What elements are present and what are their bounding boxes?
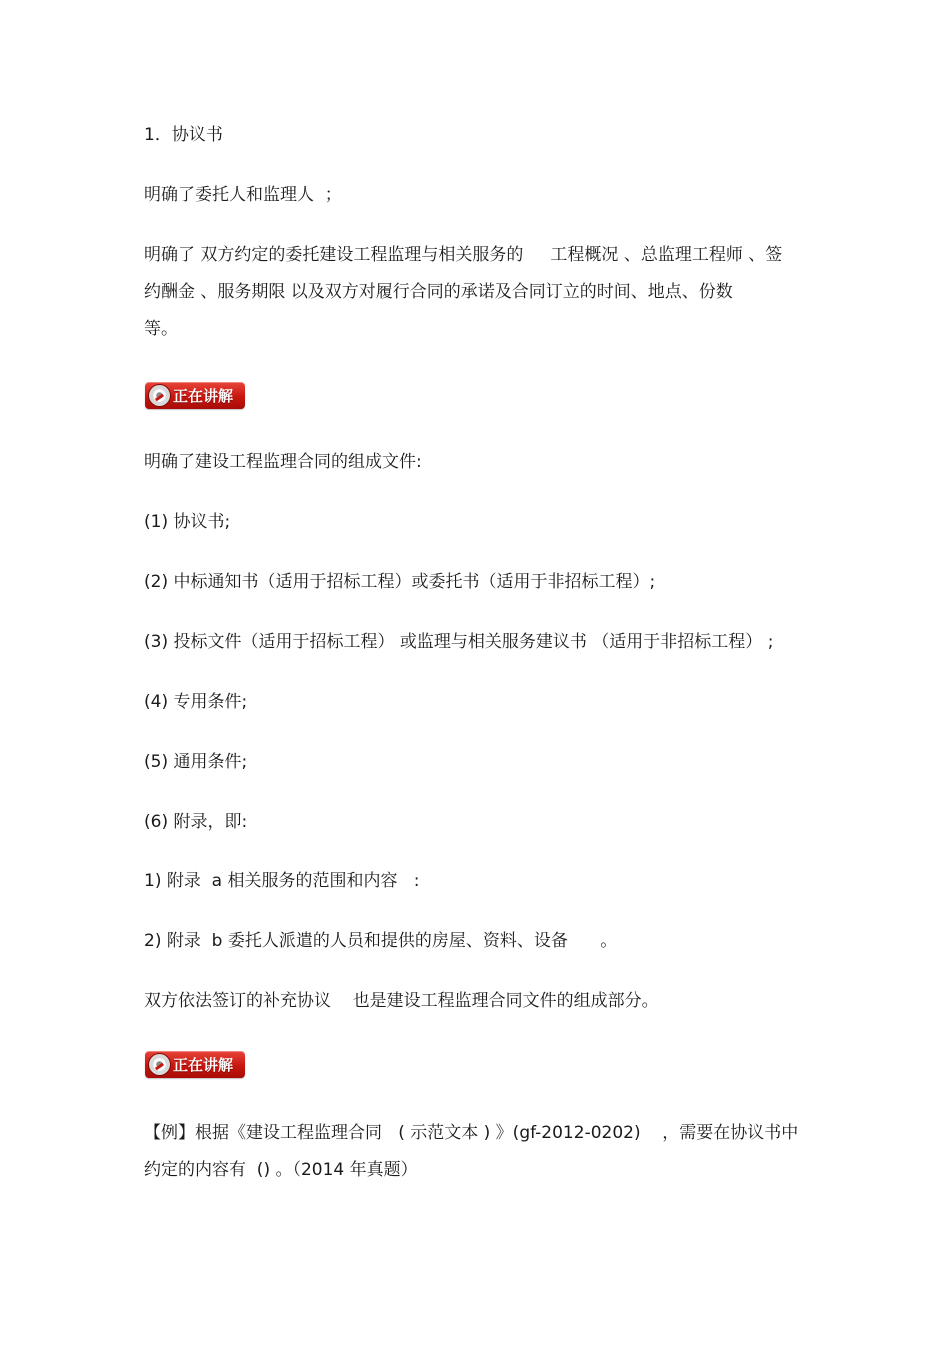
badge-label: 正在讲解: [173, 387, 234, 405]
now-explaining-badge-2[interactable]: [145, 1051, 245, 1078]
cd-disc-icon: [149, 1054, 170, 1075]
now-explaining-badge[interactable]: [145, 382, 245, 409]
composition-item-6: (6) 附录，即:: [144, 812, 248, 832]
appendix-a-item: 1) 附录 a 相关服务的范围和内容 :: [144, 871, 420, 891]
agreement-content-line-3: 等。: [144, 319, 178, 339]
composition-item-2: (2) 中标通知书（适用于招标工程）或委托书（适用于非招标工程）;: [144, 572, 656, 592]
cd-disc-icon: [149, 385, 170, 406]
supplement-note: 双方依法签订的补充协议 也是建设工程监理合同文件的组成部分。: [144, 991, 659, 1011]
agreement-content-line-2: 约酬金 、服务期限 以及双方对履行合同的承诺及合同订立的时间、地点、份数: [144, 282, 733, 302]
badge-label: 正在讲解: [173, 1056, 234, 1074]
composition-intro: 明确了建设工程监理合同的组成文件:: [144, 452, 422, 472]
appendix-b-item: 2) 附录 b 委托人派遣的人员和提供的房屋、资料、设备 。: [144, 931, 618, 951]
parties-paragraph: 明确了委托人和监理人 ；: [144, 185, 342, 205]
example-question-line-1: 【例】根据《建设工程监理合同 ( 示范文本 ) 》(gf-2012-0202) ，需要在协议书中: [144, 1123, 799, 1143]
composition-item-1: (1) 协议书;: [144, 512, 231, 532]
section-heading: 1．协议书: [144, 125, 223, 145]
example-question-line-2: 约定的内容有 () 。（2014 年真题）: [144, 1160, 418, 1180]
agreement-content-line-1: 明确了 双方约定的委托建设工程监理与相关服务的 工程概况 、总监理工程师 、签: [144, 245, 783, 265]
composition-item-3: (3) 投标文件（适用于招标工程） 或监理与相关服务建议书 （适用于非招标工程） ;: [144, 632, 774, 652]
composition-item-5: (5) 通用条件;: [144, 752, 248, 772]
composition-item-4: (4) 专用条件;: [144, 692, 248, 712]
